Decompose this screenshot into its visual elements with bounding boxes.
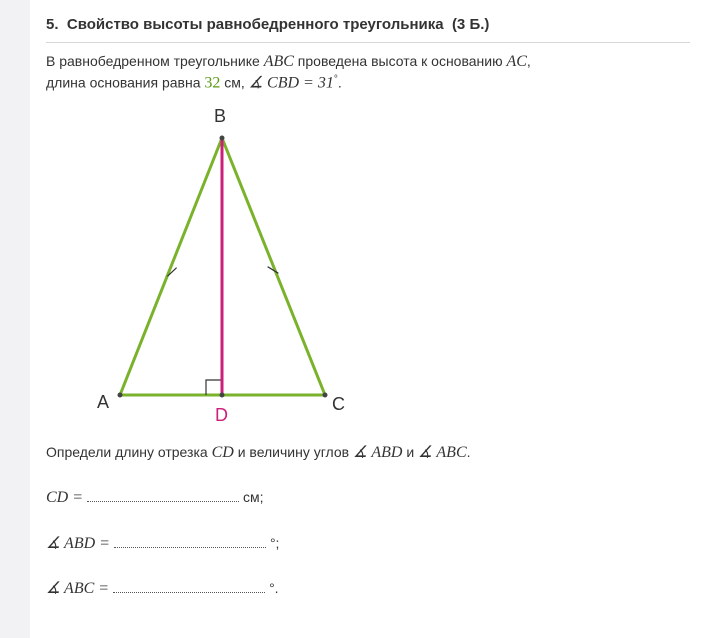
answer-abd-row	[46, 533, 279, 553]
problem-text: см,	[220, 74, 249, 91]
vertex-b	[220, 136, 225, 141]
title-divider	[46, 42, 690, 43]
answer-abd-unit: °;	[269, 535, 280, 551]
side-ab	[120, 138, 222, 395]
question-heading: Свойство высоты равнобедренного треугольника	[66, 16, 444, 33]
triangle-figure	[70, 100, 370, 430]
answer-abc-input[interactable]	[113, 578, 265, 593]
triangle-name: ABC	[263, 53, 294, 70]
label-c: C	[332, 394, 345, 414]
problem-text: проведена высота к основанию	[293, 53, 507, 69]
right-angle-mark	[206, 380, 221, 395]
answer-abc-unit: °.	[269, 580, 279, 596]
question-points: (3 Б.)	[451, 16, 490, 33]
angle-abd: ∡ ABD	[352, 444, 403, 461]
question-number: 5.	[46, 16, 59, 33]
side-bc	[222, 138, 325, 395]
label-d: D	[215, 405, 228, 425]
task-text: Определи длину отрезка	[46, 444, 212, 460]
answer-cd-label: CD =	[46, 489, 84, 506]
task-text: и	[402, 444, 419, 460]
vertex-d	[220, 393, 225, 398]
label-a: A	[97, 392, 110, 412]
given-angle: ∡ CBD = 31	[248, 74, 334, 92]
base-name: AC	[506, 53, 527, 70]
segment-cd: CD	[211, 444, 234, 461]
label-b: B	[214, 106, 227, 126]
degree-sign: °	[333, 74, 338, 85]
base-length-value: 32	[204, 74, 221, 92]
problem-text: В равнобедренном треугольнике	[46, 53, 264, 69]
vertex-c	[323, 393, 328, 398]
answer-cd-unit: см;	[243, 489, 264, 505]
answer-abd-label: ∡ ABD =	[46, 535, 110, 552]
question-title	[46, 16, 489, 33]
problem-statement	[46, 52, 676, 93]
task-text: .	[466, 444, 471, 460]
problem-text: .	[337, 74, 342, 91]
problem-text: длина основания равна	[46, 74, 205, 91]
task-text: и величину углов	[233, 444, 353, 460]
angle-abc: ∡ ABC	[418, 444, 467, 461]
answer-cd-row	[46, 487, 264, 507]
answer-abc-row	[46, 578, 279, 598]
answer-cd-input[interactable]	[87, 487, 239, 502]
task-statement	[46, 442, 471, 462]
vertex-a	[118, 393, 123, 398]
problem-text: ,	[526, 53, 531, 69]
answer-abc-label: ∡ ABC =	[46, 580, 110, 597]
answer-abd-input[interactable]	[114, 533, 266, 548]
